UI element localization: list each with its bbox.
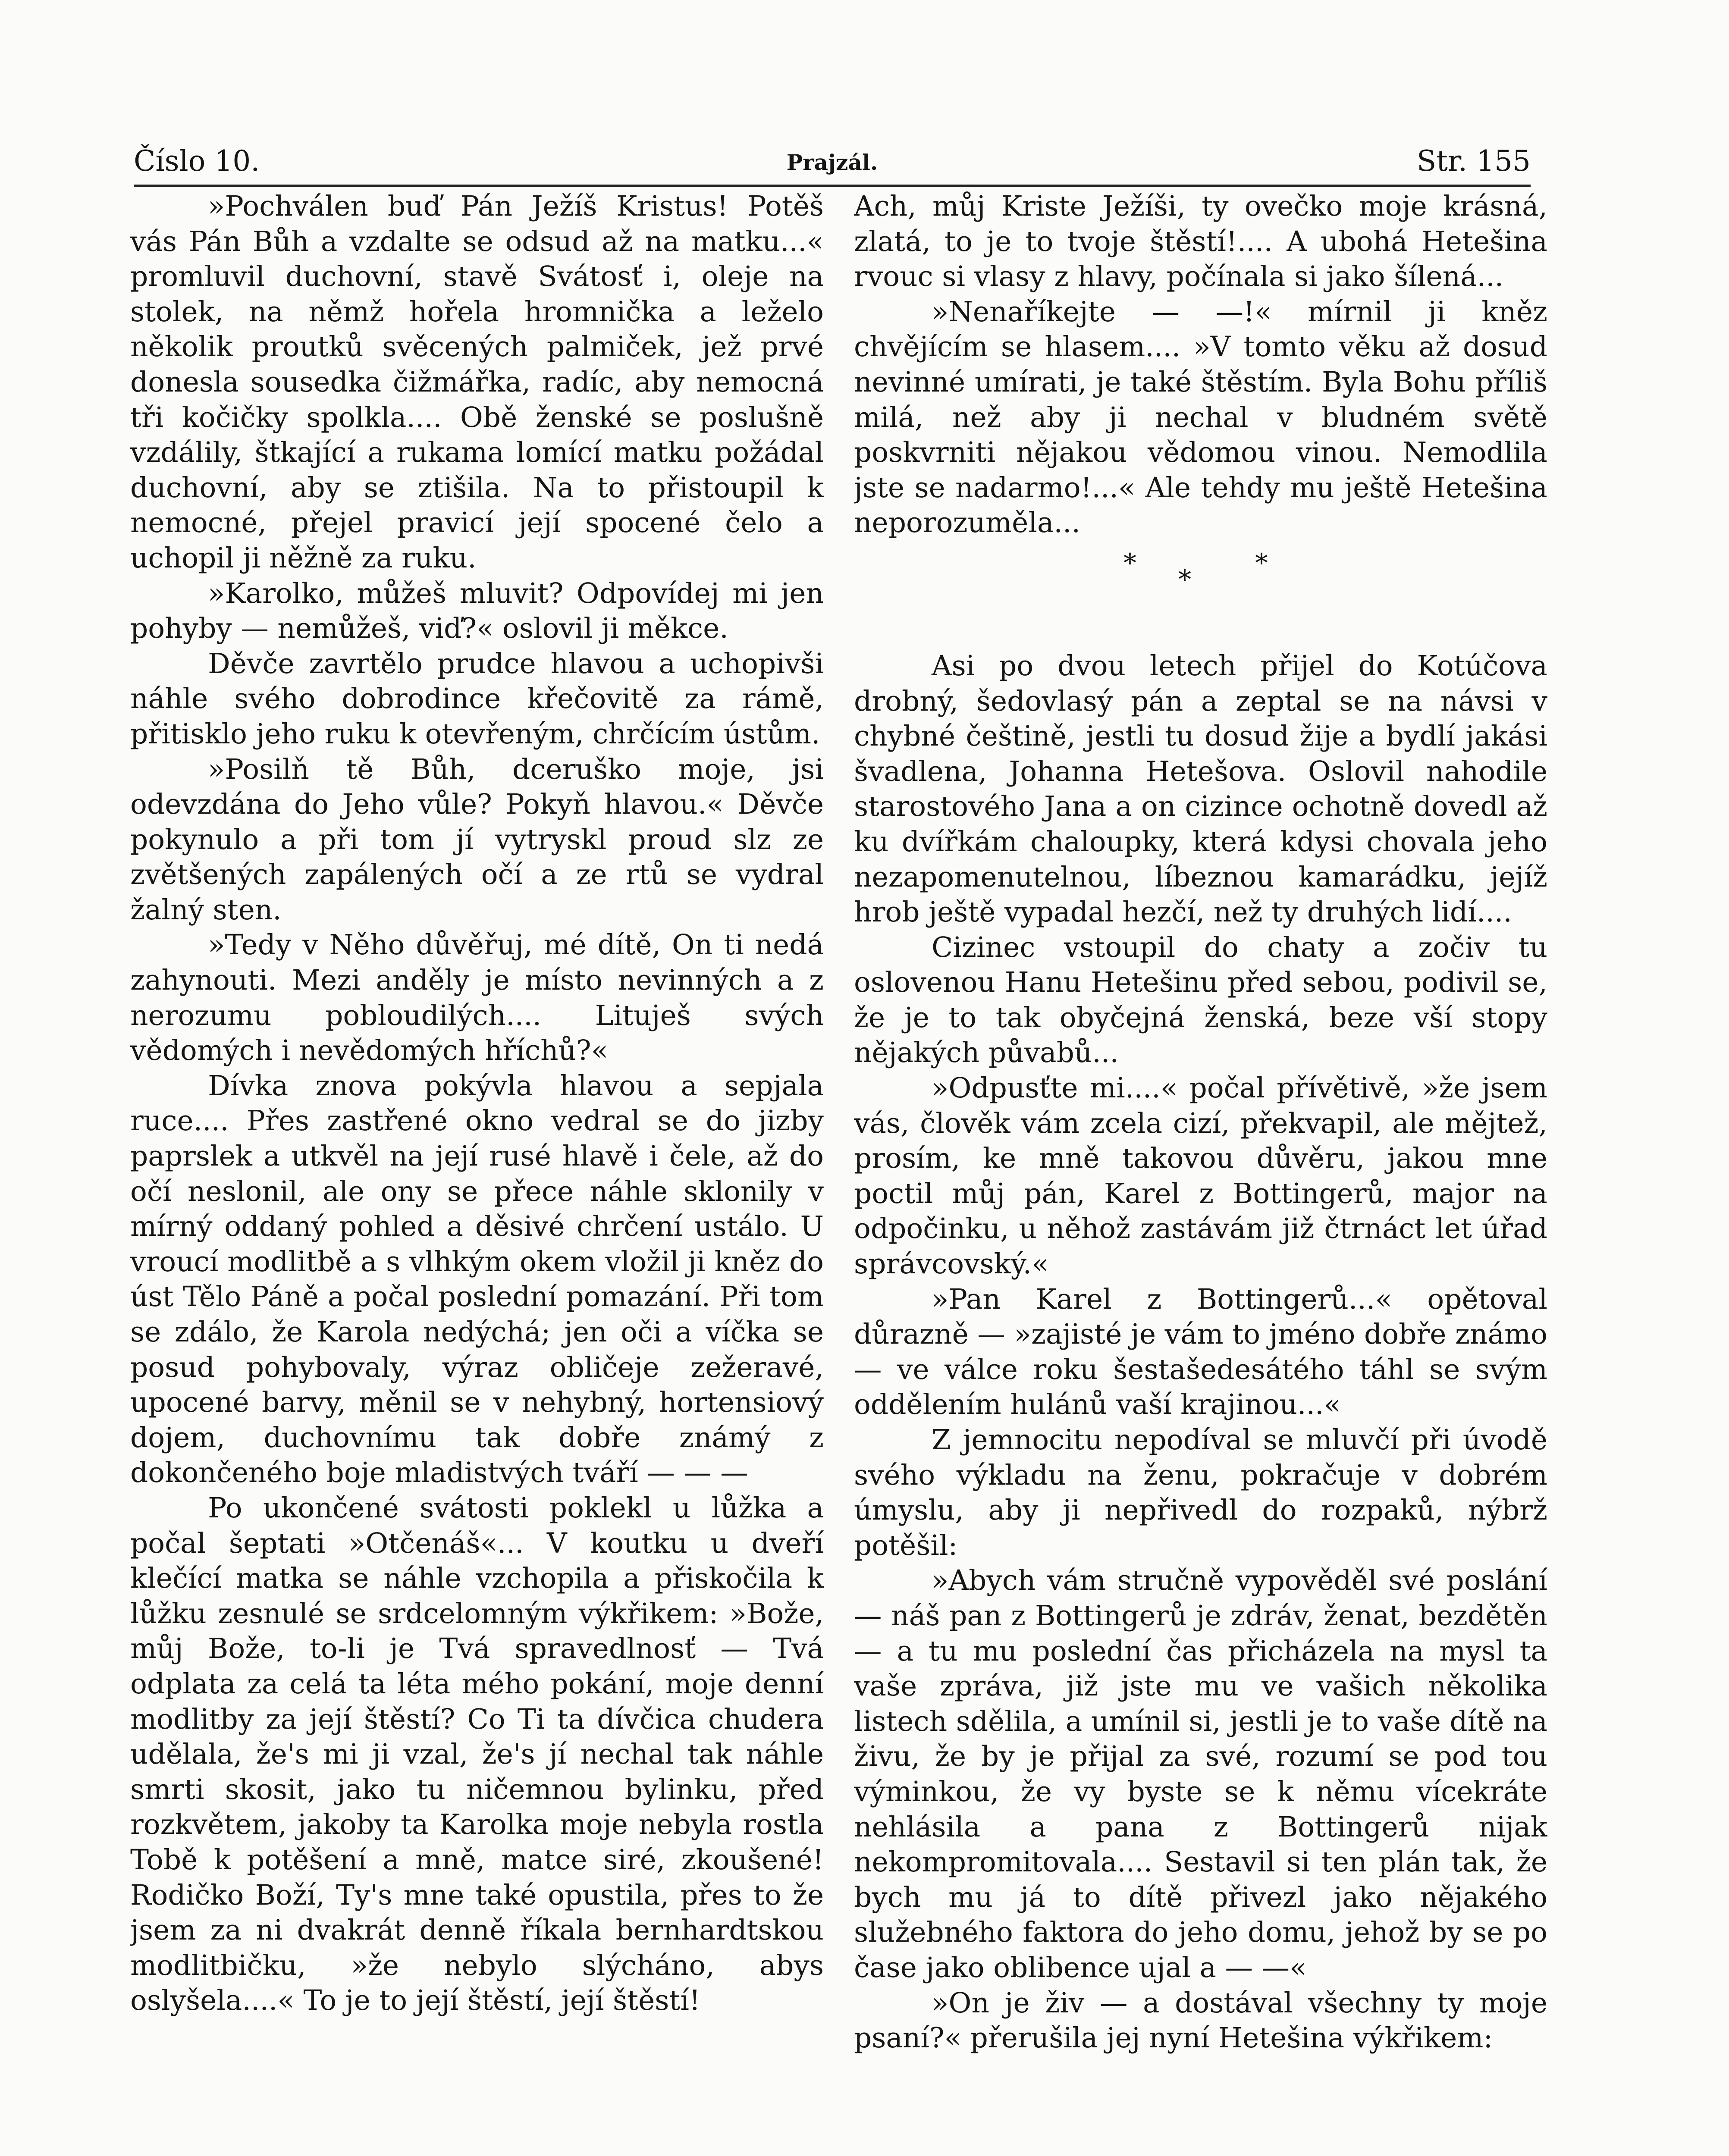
paragraph: »Nenaříkejte — —!« mírnil ji kněz chvějícím se hlasem.... »V tomto věku až dosud nevinné umírati, je také štěstím. Byla Bohu příliš milá, než aby ji nechal v bludném světě poskvrniti nějakou vědomou vinou. Nemodlila jste se nadarmo!...« Ale tehdy mu ještě Hetešina neporozuměla... [854,295,1547,539]
separator-asterisk: * [1178,564,1191,595]
paragraph: Asi po dvou letech přijel do Kotúčova drobný, šedovlasý pán a zeptal se na návsi v chybné češtině, jestli tu dosud žije a bydlí jakási švadlena, Johanna Hetešova. Oslovil nahodile starostového Jana a on cizince ochotně dovedl až ku dvířkám chaloupky, která kdysi chovala jeho nezapomenutelnou, líbeznou kamarádku, jejíž hrob ještě vypadal hezčí, než ty druhých lidí.... [854,649,1547,929]
issue-number: Číslo 10. [134,144,260,178]
separator-asterisk: * [1123,548,1136,578]
paragraph: »On je živ — a dostával všechny ty moje psaní?« přerušila jej nyní Hetešina výkřikem: [854,1987,1547,2055]
paragraph: Dívka znova pokývla hlavou a sepjala ruce.... Přes zastřené okno vedral se do jizby paprslek a utkvěl na její rusé hlavě i čele, až do očí neslonil, ale ony se přece náhle sklonily v mírný oddaný pohled a děsivé chrčení ustálo. U vroucí modlitbě a s vlhkým okem vložil ji kněz do úst Tělo Páně a počal poslední pomazání. Při tom se zdálo, že Karola nedýchá; jen oči a víčka se posud pohybovaly, výraz obličeje zežeravé, upocené barvy, měnil se v nehybný, hortensiový dojem, duchovnímu tak dobře známý z dokončeného boje mladistvých tváří — — — [130,1069,824,1489]
running-header [134,137,1531,187]
paragraph: Z jemnocitu nepodíval se mluvčí při úvodě svého výkladu na ženu, pokračuje v dobrém úmyslu, aby ji nepřivedl do rozpaků, nýbrž potěšil: [854,1424,1547,1562]
paragraph: Ach, můj Kriste Ježíši, ty ovečko moje krásná, zlatá, to je to tvoje štěstí!.... A ubohá Hetešina rvouc si vlasy z hlavy, počínala si jako šílená... [854,190,1547,293]
paragraph: »Odpusťte mi....« počal přívětivě, »že jsem vás, člověk vám zcela cizí, překvapil, ale mějtež, prosím, ke mně takovou důvěru, jakou mne poctil můj pán, Karel z Bottingerů, major na odpočinku, u něhož zastávám již čtrnáct let úřad správcovský.« [854,1072,1547,1281]
author-name: Prajzál. [786,150,878,175]
paragraph: »Tedy v Něho důvěřuj, mé dítě, On ti nedá zahynouti. Mezi anděly je místo nevinných a z nerozumu pobloudilých.... Lituješ svých vědomých i nevědomých hříchů?« [130,929,824,1067]
paragraph: »Pochválen buď Pán Ježíš Kristus! Potěš vás Pán Bůh a vzdalte se odsud až na matku...« promluvil duchovní, stavě Svátosť i, oleje na stolek, na němž hořela hromnička a leželo několik proutků svěcených palmiček, jež prvé donesla sousedka čižmářka, radíc, aby nemocná tři kočičky spolkla.... Obě ženské se poslušně vzdálily, štkající a rukama lomící matku požádal duchovní, aby se ztišila. Na to přistoupil k nemocné, přejel pravicí její spocené čelo a uchopil ji něžně za ruku. [130,190,824,574]
paragraph: Děvče zavrtělo prudce hlavou a uchopivši náhle svého dobrodince křečovitě za rámě, přitisklo jeho ruku k otevřeným, chrčícím ústům. [130,647,824,750]
page-number: Str. 155 [1417,144,1531,178]
paragraph: Cizinec vstoupil do chaty a zočiv tu oslovenou Hanu Hetešinu před sebou, podivil se, že je to tak obyčejná ženská, beze vší stopy nějakých půvabů... [854,931,1547,1069]
separator-asterisk: * [1255,548,1268,578]
paragraph: »Posilň tě Bůh, dceruško moje, jsi odevzdána do Jeho vůle? Pokyň hlavou.« Děvče pokynulo a při tom jí vytryskl proud slz ze zvětšených zapálených očí a ze rtů se vydral žalný sten. [130,753,824,926]
paragraph: Po ukončené svátosti poklekl u lůžka a počal šeptati »Otčenáš«... V koutku u dveří klečící matka se náhle vzchopila a přiskočila k lůžku zesnulé se srdcelomným výkřikem: »Bože, můj Bože, to-li je Tvá spravedlnosť — Tvá odplata za celá ta léta mého pokání, moje denní modlitby za její štěstí? Co Ti ta dívčica chudera udělala, že's mi ji vzal, že's jí nechal tak náhle smrti skosit, jako tu ničemnou bylinku, před rozkvětem, jakoby ta Karolka moje nebyla rostla Tobě k potěšení a mně, matce siré, zkoušené! Rodičko Boží, Ty's mne také opustila, přes to že jsem za ni dvakrát denně říkala bernhardtskou modlitbičku, »že nebylo slýcháno, abys oslyšela....« To je to její štěstí, její štěstí! [130,1492,824,2017]
section-separator [854,541,1547,649]
paragraph: »Karolko, můžeš mluvit? Odpovídej mi jen pohyby — nemůžeš, viď?« oslovil ji měkce. [130,577,824,645]
right-column [854,189,1547,2156]
paragraph: »Abych vám stručně vypověděl své poslání — náš pan z Bottingerů je zdráv, ženat, bezdětěn — a tu mu poslední čas přicházela na mysl ta vaše zpráva, již jste mu ve vašich několika listech sdělila, a umínil si, jestli je to vaše dítě na živu, že by je přijal za své, rozumí se pod tou výminkou, že vy byste se k němu vícekráte nehlásila a pana z Bottingerů nijak nekompromitovala.... Sestavil si ten plán tak, že bych mu já to dítě přivezl jako nějakého služebného faktora do jeho domu, jehož by se po čase jako oblibence ujal a — —« [854,1564,1547,1984]
left-column [130,189,824,2156]
paragraph: »Pan Karel z Bottingerů...« opětoval důrazně — »zajisté je vám to jméno dobře známo — ve válce roku šestašedesátého táhl se svým oddělením hulánů vaší krajinou...« [854,1283,1547,1421]
